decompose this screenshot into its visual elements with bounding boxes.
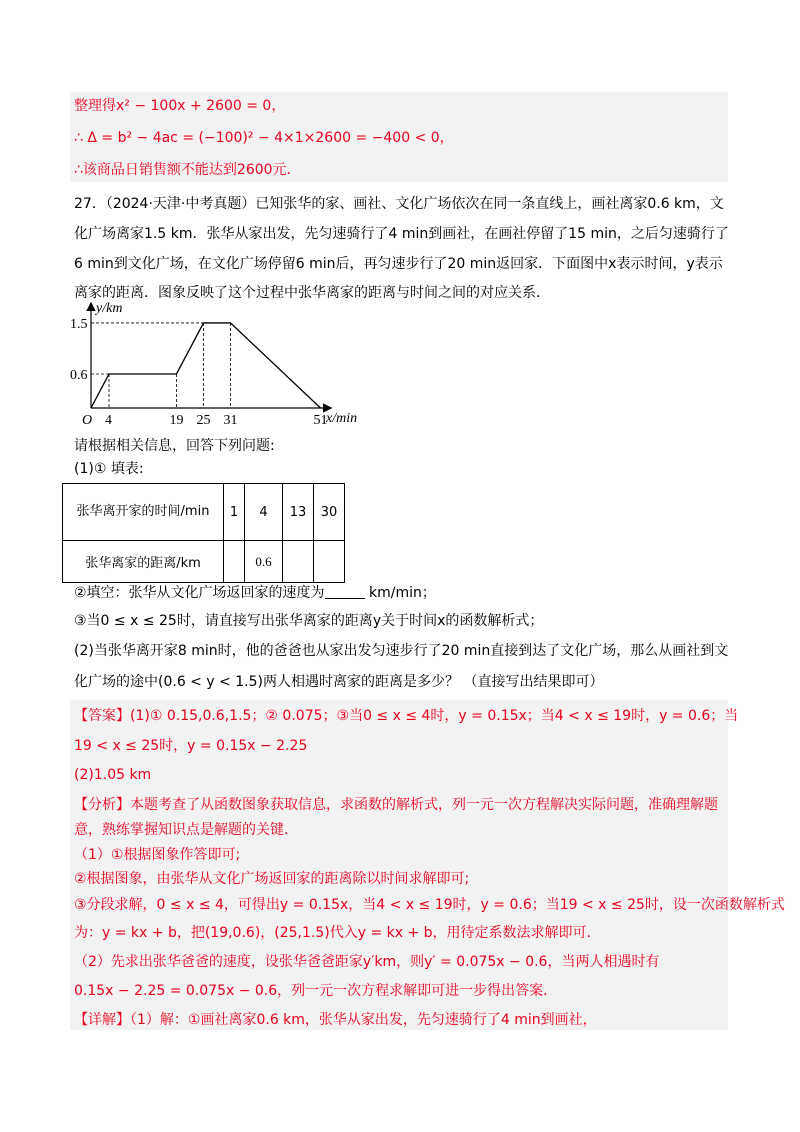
problem-line-4: 离家的距离．图象反映了这个过程中张华离家的距离与时间之间的对应关系． [74, 285, 550, 301]
table-cell: 0.6 [245, 541, 283, 583]
problem-line-3: 6 min到文化广场，在文化广场停留6 min后，再匀速步行了20 min返回家．下面图中x表示时间，y表示 [74, 256, 723, 272]
y-tick-label: 0.6 [70, 367, 88, 383]
x-tick-label: 31 [223, 413, 238, 428]
solution-line-3: ∴该商品日销售额不能达到2600元． [74, 162, 301, 178]
y-tick-label: 1.5 [70, 316, 88, 332]
answer-line-3: (2)1.05 km [74, 767, 152, 783]
question-1-label: (1)① 填表: [74, 461, 144, 477]
solution-line-2: ∴ Δ = b² − 4ac = (−100)² − 4×1×2600 = −400 < 0， [74, 130, 454, 146]
answer-line-1: 【答案】(1)① 0.15,0.6,1.5；② 0.075；③当0 ≤ x ≤ 4时，y = 0.15x；当4 < x ≤ 19时，y = 0.6；当 [74, 708, 739, 724]
answer-blank[interactable] [325, 584, 365, 599]
question-1-2-text: ②填空：张华从文化广场返回家的速度为 [74, 585, 325, 601]
question-1-3: ③当0 ≤ x ≤ 25时，请直接写出张华离家的距离y关于时间x的函数解析式； [74, 613, 544, 629]
distance-time-graph [60, 298, 370, 434]
question-1-2 [74, 583, 436, 603]
detail-line-1: 【详解】（1）解：①画社离家0.6 km，张华从家出发，先匀速骑行了4 min到画社， [74, 1012, 597, 1028]
analysis-line-1: 【分析】本题考查了从函数图象获取信息，求函数的解析式，列一元一次方程解决实际问题，准确理解题 [74, 797, 718, 813]
problem-line-2: 化广场离家1.5 km．张华从家出发，先匀速骑行了4 min到画社，在画社停留了15 min，之后匀速骑行了 [74, 226, 729, 242]
x-tick-label: 51 [313, 413, 328, 428]
origin-label: O [82, 413, 93, 428]
question-1-2-unit: km/min； [369, 585, 436, 601]
analysis-line-4: ②根据图象，由张华从文化广场返回家的距离除以时间求解即可; [74, 871, 470, 887]
table-cell: 30 [314, 484, 345, 541]
analysis-line-6: 为：y = kx + b，把(19,0.6)，(25,1.5)代入y = kx + b，用待定系数法求解即可. [74, 925, 592, 941]
table-row2-header: 张华离家的距离/km [63, 541, 224, 583]
solution-line-1: 整理得x² − 100x + 2600 = 0， [74, 98, 286, 114]
question-2-line-1: (2)当张华离开家8 min时，他的爸爸也从家出发匀速步行了20 min直接到达了文化广场，那么从画社到文 [74, 643, 729, 659]
analysis-line-7: （2）先求出张华爸爸的速度，设张华爸爸距家y′km，则y′ = 0.075x − 0.6，当两人相遇时有 [74, 954, 660, 970]
analysis-line-8: 0.15x − 2.25 = 0.075x − 0.6，列一元一次方程求解即可进一步得出答案． [74, 983, 558, 999]
problem-line-1: 27．（2024·天津·中考真题）已知张华的家、画社、文化广场依次在同一条直线上，画社离家0.6 km，文 [74, 196, 724, 212]
y-axis-label: y/km [96, 301, 123, 316]
x-tick-label: 19 [169, 413, 184, 428]
analysis-line-3: （1）①根据图象作答即可; [74, 847, 241, 863]
analysis-line-2: 意，熟练掌握知识点是解题的关键． [74, 822, 298, 838]
question-2-line-2: 化广场的途中(0.6 < y < 1.5)两人相遇时离家的距离是多少？ （直接写出结果即可） [74, 674, 604, 690]
table-cell [314, 541, 345, 583]
x-tick-label: 4 [105, 413, 112, 428]
x-axis-label: x/min [326, 411, 358, 426]
distance-series-line [91, 323, 321, 408]
table-cell: 13 [283, 484, 314, 541]
table-row1-header: 张华离开家的时间/min [63, 484, 224, 541]
fill-table [62, 483, 345, 583]
analysis-line-5: ③分段求解，0 ≤ x ≤ 4，可得出y = 0.15x，当4 < x ≤ 19时，y = 0.6；当19 < x ≤ 25时，设一次函数解析式 [74, 897, 785, 913]
table-cell: 4 [245, 484, 283, 541]
table-cell [283, 541, 314, 583]
questions-intro: 请根据相关信息，回答下列问题: [74, 438, 275, 454]
x-tick-label: 25 [196, 413, 211, 428]
table-cell [224, 541, 245, 583]
table-cell: 1 [224, 484, 245, 541]
answer-line-2: 19 < x ≤ 25时，y = 0.15x − 2.25 [74, 738, 308, 754]
